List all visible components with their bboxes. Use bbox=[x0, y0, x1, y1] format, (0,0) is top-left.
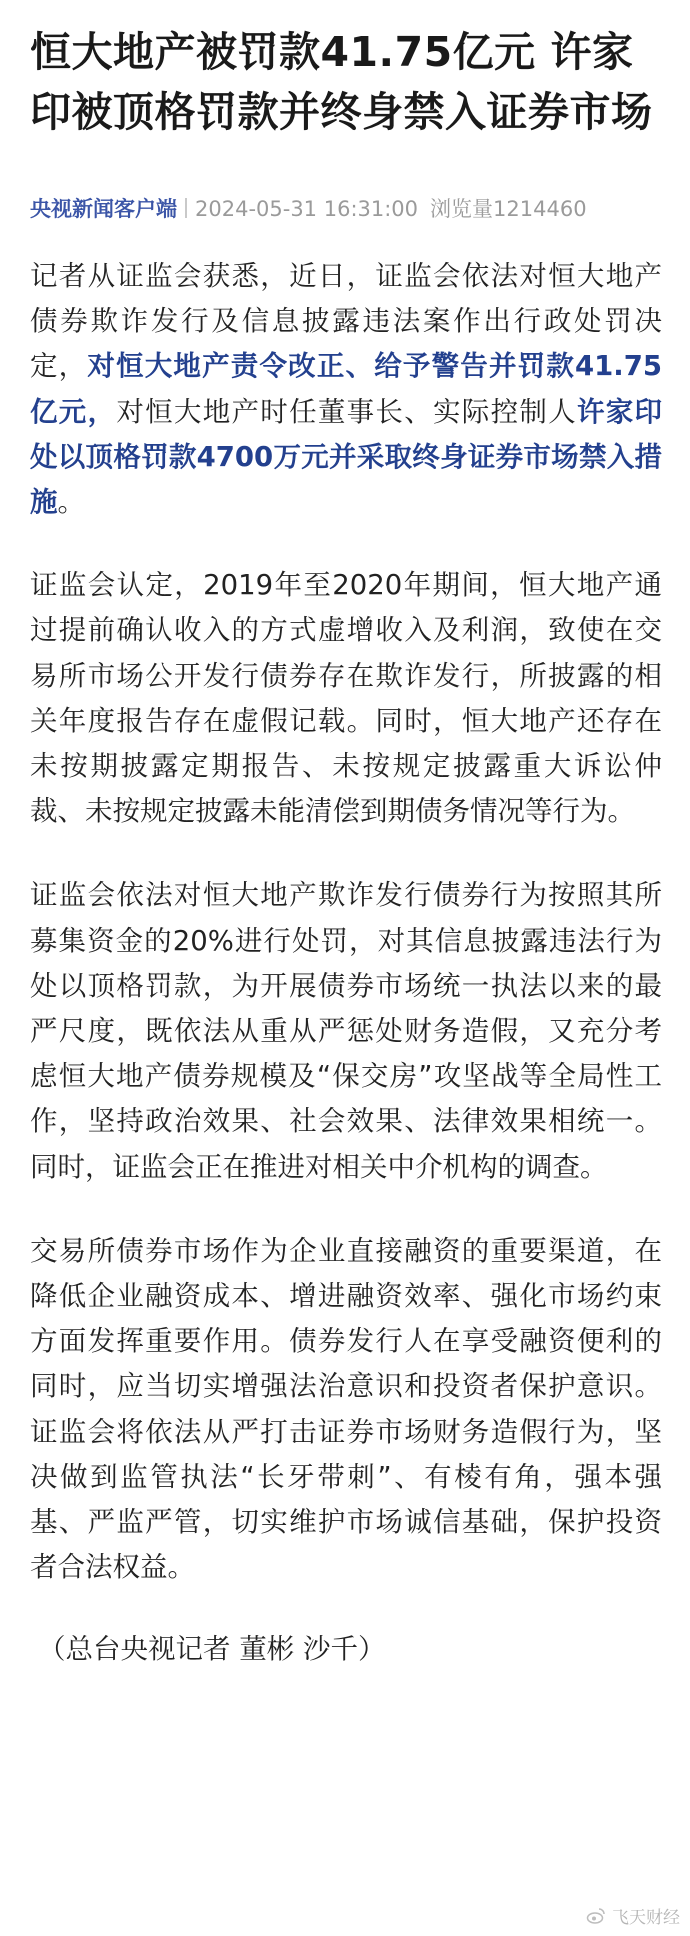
paragraph-1 bbox=[30, 254, 662, 525]
article-title: 恒大地产被罚款41.75亿元 许家印被顶格罚款并终身禁入证券市场 bbox=[30, 28, 653, 136]
highlight-penalty-company: 对恒大地产责令改正、给予警告并罚款41.75亿元， bbox=[30, 350, 663, 428]
watermark bbox=[586, 1903, 680, 1928]
reporter-credit: （总台央视记者 董彬 沙千） bbox=[38, 1633, 386, 1666]
paragraph-1-text-c: 。 bbox=[57, 486, 85, 519]
article-meta bbox=[30, 194, 662, 224]
watermark-text: 飞天财经 bbox=[612, 1908, 680, 1928]
source-link[interactable]: 央视新闻客户端 bbox=[30, 197, 177, 221]
paragraph-4: 交易所债券市场作为企业直接融资的重要渠道，在降低企业融资成本、增进融资效率、强化市场约束方面发挥重要作用。债券发行人在享受融资便利的同时，应当切实增强法治意识和投资者保护意识。证监会将依法从严打击证券市场财务造假行为，坚决做到监管执法“长牙带刺”、有棱有角，强本强基、严监严管，切实维护市场诚信基础，保护投资者合法权益。 bbox=[30, 1234, 662, 1584]
paragraph-1-text-b: 对恒大地产时任董事长、实际控制人 bbox=[116, 395, 577, 428]
publish-datetime: 2024-05-31 16:31:00 bbox=[195, 197, 419, 221]
paragraph-3: 证监会依法对恒大地产欺诈发行债券行为按照其所募集资金的20%进行处罚，对其信息披露违法行为处以顶格罚款，为开展债券市场统一执法以来的最严尺度，既依法从重从严惩处财务造假，又充分考虑恒大地产债券规模及“保交房”攻坚战等全局性工作，坚持政治效果、社会效果、法律效果相统一。同时，证监会正在推进对相关中介机构的调查。 bbox=[30, 879, 662, 1183]
meta-divider bbox=[185, 198, 187, 218]
weibo-icon bbox=[586, 1906, 606, 1926]
article-body bbox=[30, 254, 662, 1669]
paragraph-2: 证监会认定，2019年至2020年期间，恒大地产通过提前确认收入的方式虚增收入及利润，致使在交易所市场公开发行债券存在欺诈发行，所披露的相关年度报告存在虚假记载。同时，恒大地产还存在未按期披露定期报告、未按规定披露重大诉讼仲裁、未按规定披露未能清偿到期债务情况等行为。 bbox=[30, 569, 662, 828]
views-count: 1214460 bbox=[493, 197, 587, 221]
highlight-penalty-person: 许家印处以顶格罚款4700万元并采取终身证券市场禁入措施 bbox=[30, 395, 663, 519]
views-label: 浏览量 bbox=[430, 197, 494, 221]
paragraph-1-text-a: 记者从证监会获悉，近日，证监会依法对恒大地产债券欺诈发行及信息披露违法案作出行政处罚决定， bbox=[30, 260, 662, 383]
